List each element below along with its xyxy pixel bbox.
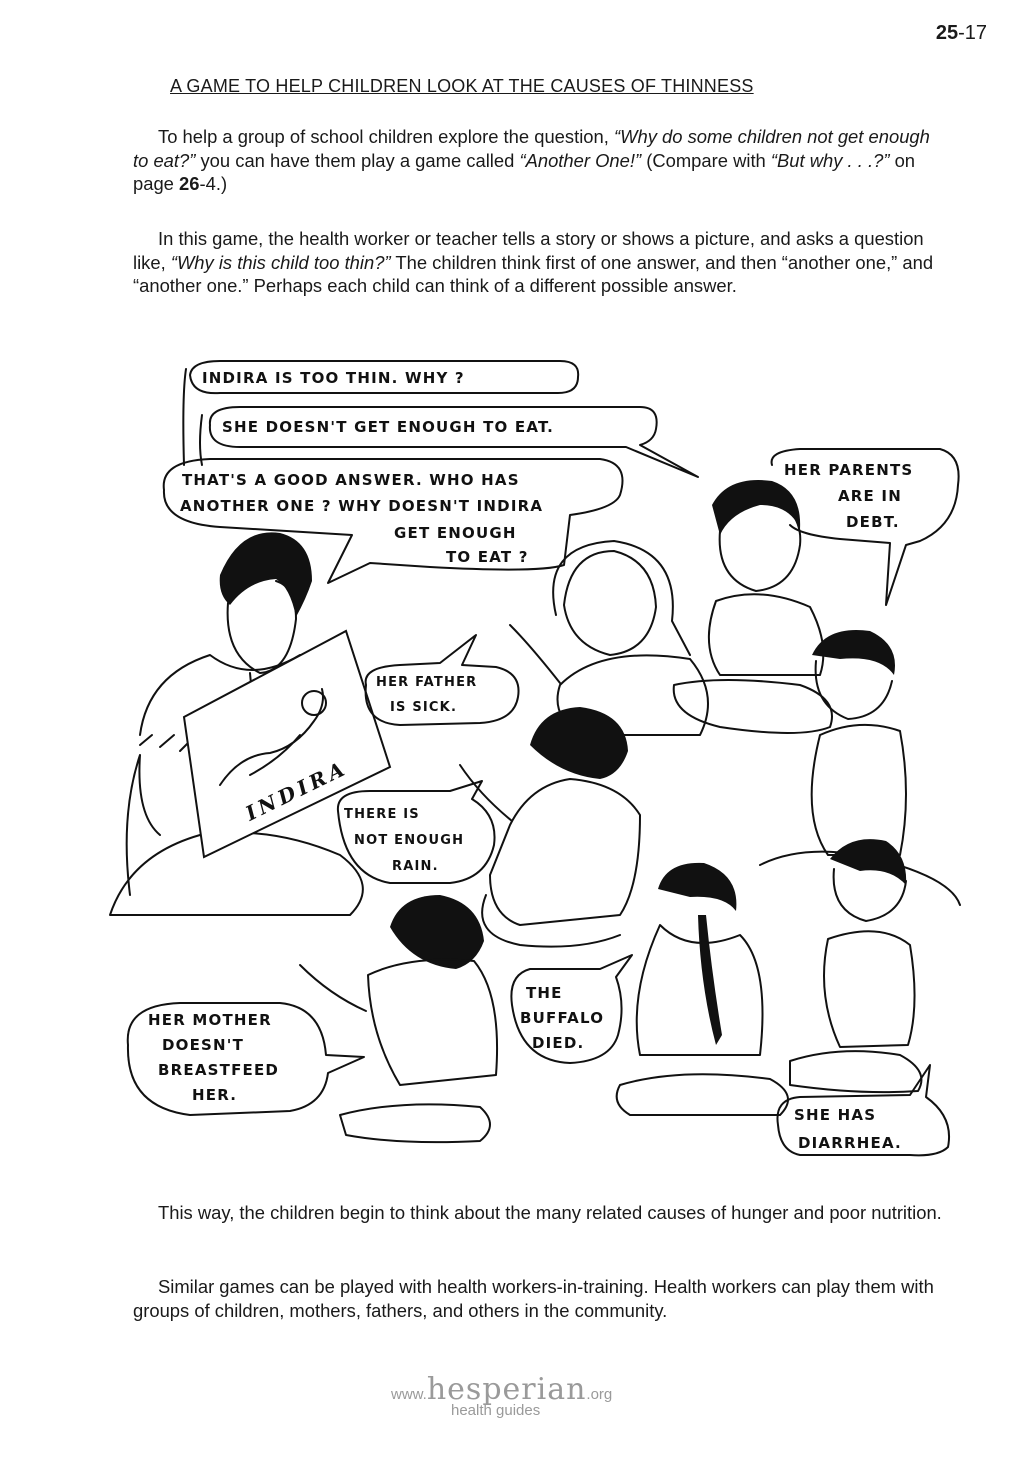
intro-paragraph-2: In this game, the health worker or teacher tells a story or shows a picture, and asks a question like, “Why is this child too thin?” The children think first of one answer, and then “another one,” and “another one.” Perhaps each child can think of a different possible answer. bbox=[133, 228, 934, 296]
bubble-answer-1-text: SHE DOESN'T GET ENOUGH TO EAT. bbox=[222, 418, 555, 436]
bubble-answer-1 bbox=[200, 407, 698, 477]
toddler-right bbox=[674, 480, 832, 733]
bubble-parents-line-1: HER PARENTS bbox=[784, 461, 914, 479]
bubble-father-line-2: IS SICK. bbox=[390, 700, 458, 715]
bubble-buffalo-line-2: BUFFALO bbox=[520, 1009, 605, 1027]
bubble-buffalo-line-3: DIED. bbox=[532, 1034, 585, 1052]
bubble-teacher-line-3: GET ENOUGH bbox=[394, 524, 517, 542]
footer-brand: hesperian bbox=[426, 1372, 587, 1407]
indira-poster bbox=[184, 631, 390, 857]
bubble-diarrhea-line-1: SHE HAS bbox=[794, 1106, 877, 1124]
bubble-teacher-line-2: ANOTHER ONE ? WHY DOESN'T INDIRA bbox=[180, 497, 544, 515]
bubble-mother-line-2: DOESN'T bbox=[162, 1036, 245, 1054]
bubble-father bbox=[366, 635, 519, 725]
closing-paragraph-2: Similar games can be played with health workers-in-training. Health workers can play them with groups of children, mothers, fathers, and others in the community. bbox=[133, 1276, 934, 1321]
classroom-illustration bbox=[100, 355, 970, 1165]
bubble-father-line-1: HER FATHER bbox=[376, 675, 478, 690]
footer-www: www. bbox=[391, 1386, 427, 1403]
boy-right-lower bbox=[790, 839, 921, 1092]
footer-org: .org bbox=[586, 1386, 613, 1403]
bubble-rain bbox=[338, 781, 495, 883]
bubble-rain-line-1: THERE IS bbox=[344, 807, 420, 822]
boy-front-left bbox=[300, 895, 497, 1142]
bubble-parents-line-3: DEBT. bbox=[846, 513, 900, 531]
bubble-teacher-line-1: THAT'S A GOOD ANSWER. WHO HAS bbox=[182, 471, 520, 489]
bubble-diarrhea bbox=[777, 1065, 949, 1155]
closing-paragraph-1: This way, the children begin to think about the many related causes of hunger and poor nutrition. bbox=[158, 1202, 942, 1223]
page-number: 25-17 bbox=[935, 22, 987, 44]
boy-back-left bbox=[460, 707, 640, 947]
bubble-mother-line-4: HER. bbox=[192, 1086, 238, 1104]
bubble-rain-line-2: NOT ENOUGH bbox=[354, 833, 465, 848]
bubble-diarrhea-line-2: DIARRHEA. bbox=[798, 1134, 902, 1152]
bubble-question-text: INDIRA IS TOO THIN. WHY ? bbox=[202, 369, 465, 387]
bubble-mother bbox=[128, 1003, 364, 1115]
girl-with-braid bbox=[617, 863, 788, 1115]
bubble-buffalo bbox=[511, 955, 632, 1063]
bubble-buffalo-line-1: THE bbox=[526, 984, 563, 1002]
intro-paragraph-1: To help a group of school children explore the question, “Why do some children not get enough to eat?” you can have them play a game called “Another One!” (Compare with “But why . . .?” on page 26-4.) bbox=[133, 126, 930, 194]
hesperian-footer-logo[interactable] bbox=[391, 1372, 631, 1419]
bubble-mother-line-3: BREASTFEED bbox=[158, 1061, 280, 1079]
page-heading: A GAME TO HELP CHILDREN LOOK AT THE CAUSES OF THINNESS bbox=[170, 76, 754, 96]
bubble-parents-line-2: ARE IN bbox=[838, 487, 902, 505]
bubble-question bbox=[183, 361, 578, 465]
poster-label: INDIRA bbox=[241, 755, 352, 826]
bubble-rain-line-3: RAIN. bbox=[392, 859, 439, 874]
footer-tagline: health guides bbox=[451, 1402, 541, 1419]
bubble-teacher-line-4: TO EAT ? bbox=[446, 548, 529, 566]
bubble-mother-line-1: HER MOTHER bbox=[148, 1011, 272, 1029]
